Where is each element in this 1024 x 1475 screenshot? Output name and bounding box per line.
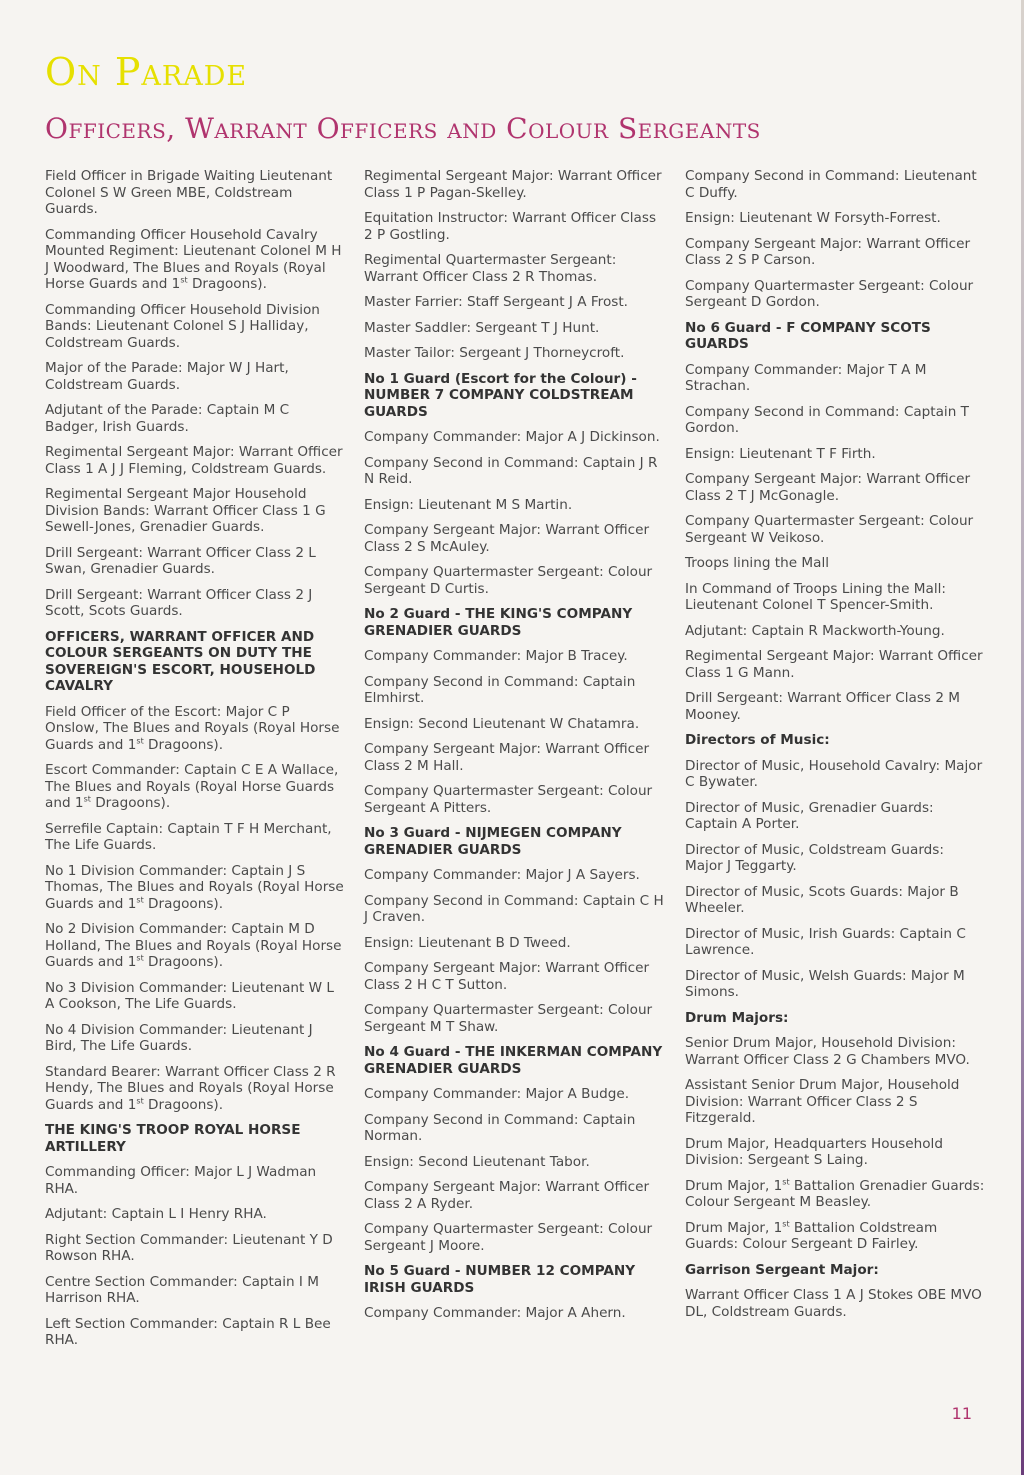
roster-entry: Troops lining the Mall [685,555,830,571]
roster-entry: Company Commander: Major J A Sayers. [364,867,640,883]
roster-entry: Regimental Sergeant Major: Warrant Officer Class 1 P Pagan-Skelley. [364,168,662,201]
roster-entry: Company Quartermaster Sergeant: Colour Sergeant D Curtis. [364,564,653,597]
roster-entry: Commanding Officer: Major L J Wadman RHA. [45,1164,317,1197]
roster-entry: Director of Music, Coldstream Guards: Major J Teggarty. [685,841,944,874]
roster-entry: Company Second in Command: Lieutenant C Duffy. [685,168,977,201]
roster-entry: Escort Commander: Captain C E A Wallace, The Blues and Royals (Royal Horse Guards and 1st Dragoons). [45,762,339,811]
roster-entry: Standard Bearer: Warrant Officer Class 2 R Hendy, The Blues and Royals (Royal Horse Guards and 1st Dragoons). [45,1063,336,1113]
roster-entry: No 4 Division Commander: Lieutenant J Bird, The Life Guards. [45,1021,313,1054]
roster-entry: Ensign: Second Lieutenant Tabor. [364,1153,590,1170]
roster-entry: Adjutant: Captain R Mackworth-Young. [685,622,945,639]
roster-entry: Drill Sergeant: Warrant Officer Class 2 M Mooney. [685,690,961,723]
roster-entry: Assistant Senior Drum Major, Household Division: Warrant Officer Class 2 S Fitzgerald. [685,1077,960,1126]
section-heading: No 6 Guard - F COMPANY SCOTS GUARDS [685,319,931,352]
roster-entry: Senior Drum Major, Household Division: Warrant Officer Class 2 G Chambers MVO. [685,1035,970,1068]
roster-entry: Regimental Quartermaster Sergeant: Warrant Officer Class 2 R Thomas. [364,252,617,285]
page-title: On Parade [45,50,248,94]
roster-entry: Company Quartermaster Sergeant: Colour Sergeant D Gordon. [685,277,974,310]
roster-entry: Drum Major, 1st Battalion Grenadier Guards: Colour Sergeant M Beasley. [685,1176,985,1210]
roster-entry: Company Second in Command: Captain J R N Reid. [364,454,658,487]
roster-entry: Company Second in Command: Captain Elmhirst. [364,673,636,706]
roster-entry: Serrefile Captain: Captain T F H Merchant, The Life Guards. [45,820,332,853]
roster-entry: Company Commander: Major A J Dickinson. [364,429,660,445]
roster-entry: Drill Sergeant: Warrant Officer Class 2 L Swan, Grenadier Guards. [45,544,316,577]
roster-entry: Director of Music, Irish Guards: Captain C Lawrence. [685,925,966,958]
section-heading: No 3 Guard - NIJMEGEN COMPANY GRENADIER GUARDS [364,825,622,858]
roster-entry: Company Sergeant Major: Warrant Officer Class 2 S P Carson. [685,235,971,268]
roster-entry: Company Commander: Major A Ahern. [364,1305,626,1321]
roster-entry: Company Commander: Major A Budge. [364,1086,630,1102]
section-heading: No 4 Guard - THE INKERMAN COMPANY GRENADIER GUARDS [364,1044,663,1077]
roster-entry: Director of Music, Grenadier Guards: Captain A Porter. [685,799,934,832]
roster-entry: Right Section Commander: Lieutenant Y D Rowson RHA. [45,1231,333,1264]
roster-entry: Director of Music, Scots Guards: Major B Wheeler. [685,883,959,916]
roster-entry: Company Sergeant Major: Warrant Officer Class 2 M Hall. [364,741,650,774]
roster-entry: No 2 Division Commander: Captain M D Holland, The Blues and Royals (Royal Horse Guards and 1st Dragoons). [45,921,342,970]
page-subtitle: Officers, Warrant Officers and Colour Sergeants [45,112,761,145]
roster-entry: Equitation Instructor: Warrant Officer Class 2 P Gostling. [364,210,657,243]
roster-entry: Regimental Sergeant Major: Warrant Officer Class 1 G Mann. [685,648,983,681]
section-heading: Directors of Music: [685,732,830,748]
roster-entry: Drum Major, Headquarters Household Division: Sergeant S Laing. [685,1135,943,1168]
roster-entry: Company Sergeant Major: Warrant Officer Class 2 A Ryder. [364,1179,650,1212]
roster-entry: Director of Music, Household Cavalry: Major C Bywater. [685,757,983,790]
roster-entry: Adjutant: Captain L I Henry RHA. [45,1206,267,1222]
roster-entry: Centre Section Commander: Captain I M Harrison RHA. [45,1273,319,1306]
roster-entry: Ensign: Lieutenant M S Martin. [364,496,573,513]
section-heading: No 2 Guard - THE KING'S COMPANY GRENADIER GUARDS [364,606,633,639]
section-heading: THE KING'S TROOP ROYAL HORSE ARTILLERY [45,1122,301,1155]
roster-entry: Major of the Parade: Major W J Hart, Coldstream Guards. [45,360,289,393]
roster-entry: Company Commander: Major T A M Strachan. [685,361,927,394]
page-number: 11 [951,1404,972,1423]
section-heading: OFFICERS, WARRANT OFFICER AND COLOUR SERGEANTS ON DUTY THE SOVEREIGN'S ESCORT, HOUSEHOLD CAVALRY [45,628,316,694]
roster-entry: Adjutant of the Parade: Captain M C Badger, Irish Guards. [45,402,290,435]
section-heading: No 1 Guard (Escort for the Colour) - NUMBER 7 COMPANY COLDSTREAM GUARDS [364,370,637,420]
roster-entry: Company Quartermaster Sergeant: Colour Sergeant M T Shaw. [364,1002,653,1035]
roster-entry: Company Second in Command: Captain T Gordon. [685,403,969,436]
roster-entry: Drum Major, 1st Battalion Coldstream Guards: Colour Sergeant D Fairley. [685,1218,938,1252]
roster-entry: Ensign: Lieutenant W Forsyth-Forrest. [685,210,941,226]
roster-entry: Drill Sergeant: Warrant Officer Class 2 J Scott, Scots Guards. [45,586,313,619]
roster-entry: No 3 Division Commander: Lieutenant W L A Cookson, The Life Guards. [45,979,335,1012]
roster-entry: Field Officer in Brigade Waiting Lieutenant Colonel S W Green MBE, Coldstream Guards. [45,168,333,217]
section-heading: Drum Majors: [685,1009,789,1026]
roster-entry: Ensign: Lieutenant T F Firth. [685,445,876,462]
roster-entry: Master Saddler: Sergeant T J Hunt. [364,319,600,336]
roster-entry: Director of Music, Welsh Guards: Major M Simons. [685,967,965,1000]
roster-entry: Commanding Officer Household Cavalry Mounted Regiment: Lieutenant Colonel M H J Woodward, The Blues and Royals (Royal Horse Guards and 1st Dragoons). [45,226,342,292]
roster-entry: Regimental Sergeant Major Household Division Bands: Warrant Officer Class 1 G Sewell-Jones, Grenadier Guards. [45,486,326,535]
section-heading: Garrison Sergeant Major: [685,1261,879,1278]
roster-entry: Master Farrier: Staff Sergeant J A Frost. [364,294,629,310]
roster-entry: In Command of Troops Lining the Mall: Lieutenant Colonel T Spencer-Smith. [685,580,946,613]
roster-entry: Commanding Officer Household Division Bands: Lieutenant Colonel S J Halliday, Coldstream Guards. [45,301,320,351]
roster-entry: Regimental Sergeant Major: Warrant Officer Class 1 A J J Fleming, Coldstream Guards. [45,444,343,477]
roster-entry: Company Second in Command: Captain Norman. [364,1111,636,1144]
roster-entry: Company Sergeant Major: Warrant Officer Class 2 S McAuley. [364,522,650,555]
text-column-1 [45,168,345,1358]
roster-entry: Warrant Officer Class 1 A J Stokes OBE MVO DL, Coldstream Guards. [685,1287,982,1320]
roster-entry: Master Tailor: Sergeant J Thorneycroft. [364,345,625,361]
roster-entry: Company Commander: Major B Tracey. [364,648,628,664]
roster-entry: Company Quartermaster Sergeant: Colour Sergeant W Veikoso. [685,513,974,546]
roster-entry: Ensign: Second Lieutenant W Chatamra. [364,715,640,732]
roster-entry: Company Sergeant Major: Warrant Officer Class 2 H C T Sutton. [364,960,650,993]
text-column-2 [364,168,664,1331]
roster-entry: Ensign: Lieutenant B D Tweed. [364,934,571,951]
roster-entry: Company Sergeant Major: Warrant Officer Class 2 T J McGonagle. [685,471,971,504]
roster-entry: Company Second in Command: Captain C H J Craven. [364,892,664,925]
text-column-3 [685,168,985,1329]
roster-entry: Company Quartermaster Sergeant: Colour Sergeant A Pitters. [364,783,653,816]
roster-entry: Field Officer of the Escort: Major C P Onslow, The Blues and Royals (Royal Horse Guards and 1st Dragoons). [45,703,340,753]
roster-entry: No 1 Division Commander: Captain J S Thomas, The Blues and Royals (Royal Horse Guards and 1st Dragoons). [45,862,344,912]
roster-entry: Left Section Commander: Captain R L Bee RHA. [45,1315,331,1348]
roster-entry: Company Quartermaster Sergeant: Colour Sergeant J Moore. [364,1221,653,1254]
section-heading: No 5 Guard - NUMBER 12 COMPANY IRISH GUARDS [364,1263,636,1296]
